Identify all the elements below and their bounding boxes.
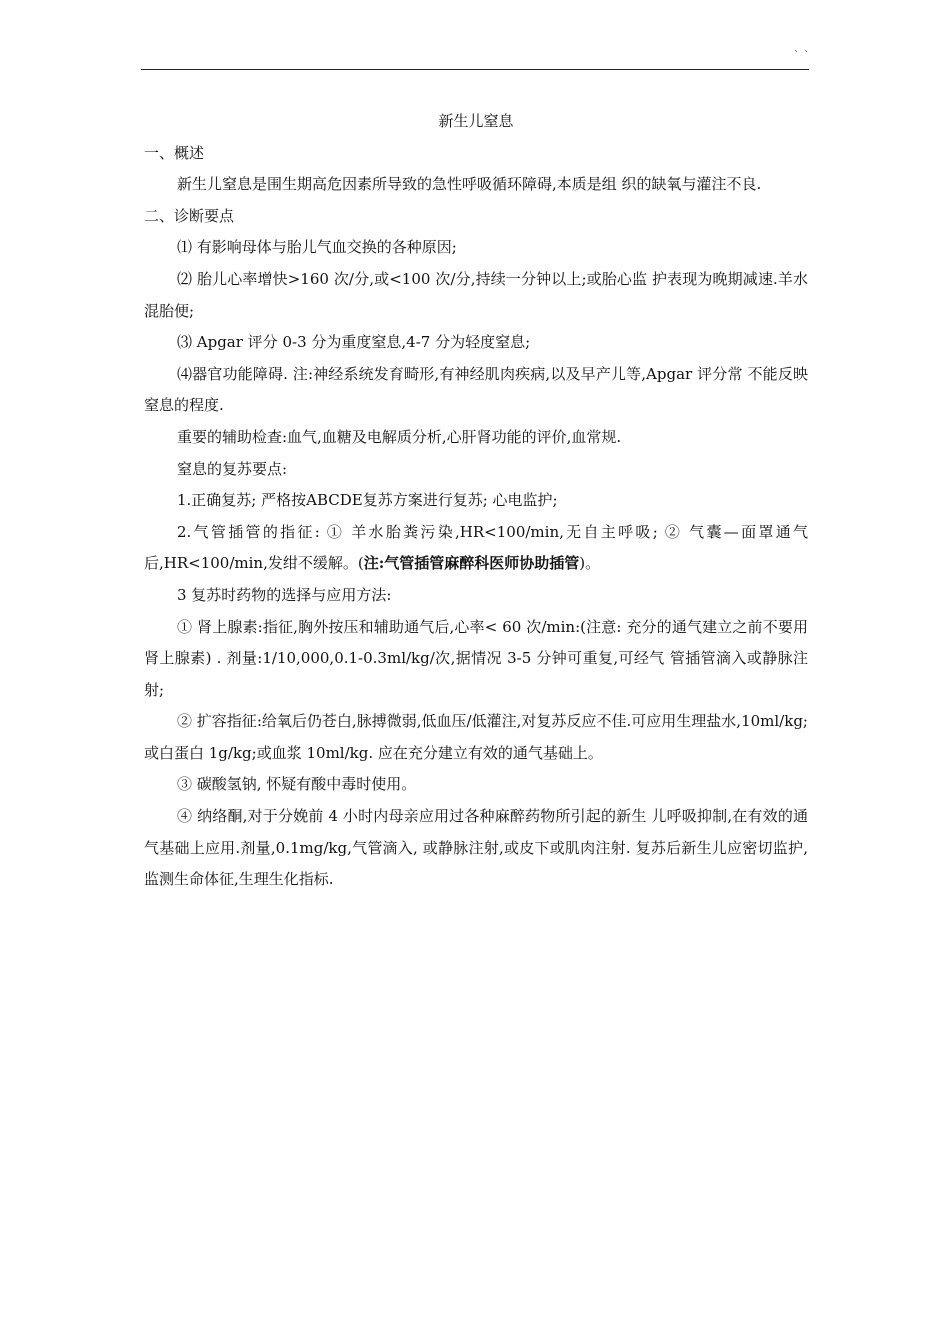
drug-epinephrine: ① 肾上腺素:指征,胸外按压和辅助通气后,心率< 60 次/min:(注意: 充分的通气建立之前不要用肾上腺素) . 剂量:1/10,000,0.1-0.3ml/kg/次,据情况 3-5 分钟可重复,可经气 管插管滴入或静脉注射; [144, 617, 808, 699]
header-mark: ` ` [794, 50, 811, 61]
header-divider [141, 69, 809, 70]
section-heading-overview: 一、概述 [144, 143, 205, 162]
resuscitation-item-2 [144, 517, 808, 580]
resuscitation-item-1: 1.正确复苏; 严格按ABCDE复苏方案进行复苏; 心电监护; [177, 491, 558, 510]
resuscitation-heading: 窒息的复苏要点: [177, 459, 288, 478]
intubation-indications: 2.气管插管的指征: ① 羊水胎粪污染,HR<100/min,无自主呼吸; ② 气囊—面罩通气后,HR<100/min,发绀不缓解。( [144, 522, 808, 573]
drug-naloxone: ④ 纳络酮,对于分娩前 4 小时内母亲应用过各种麻醉药物所引起的新生 儿呼吸抑制,在有效的通气基础上应用.剂量,0.1mg/kg,气管滴入, 或静脉注射,或皮下或肌肉注射. 复苏后新生儿应密切监护,监测生命体征,生理生化指标. [144, 807, 808, 889]
intubation-note-close: )。 [579, 554, 601, 573]
document-body [144, 106, 808, 896]
diagnosis-item-3: ⑶ Apgar 评分 0-3 分为重度窒息,4-7 分为轻度窒息; [177, 333, 531, 352]
auxiliary-exams: 重要的辅助检查:血气,血糖及电解质分析,心肝肾功能的评价,血常规. [177, 427, 622, 446]
diagnosis-item-1: ⑴ 有影响母体与胎儿气血交换的各种原因; [177, 238, 457, 257]
intubation-note: 注:气管插管麻醉科医师协助插管 [363, 554, 580, 573]
section-heading-diagnosis: 二、诊断要点 [144, 206, 235, 225]
overview-paragraph: 新生儿窒息是围生期高危因素所导致的急性呼吸循环障碍,本质是组 织的缺氧与灌注不良. [177, 175, 762, 194]
resuscitation-item-3: 3 复苏时药物的选择与应用方法: [177, 585, 392, 604]
diagnosis-item-4: ⑷器官功能障碍. 注:神经系统发育畸形,有神经肌肉疾病,以及早产儿等,Apgar 评分常 不能反映窒息的程度. [144, 364, 808, 415]
drug-volume-expansion: ② 扩容指征:给氧后仍苍白,脉搏微弱,低血压/低灌注,对复苏反应不佳.可应用生理盐水,10ml/kg;或白蛋白 1g/kg;或血浆 10ml/kg. 应在充分建立有效的通气基础上。 [144, 712, 808, 762]
document-title: 新生儿窒息 [438, 112, 514, 130]
drug-sodium-bicarbonate: ③ 碳酸氢钠, 怀疑有酸中毒时使用。 [177, 775, 417, 794]
diagnosis-item-2: ⑵ 胎儿心率增快>160 次/分,或<100 次/分,持续一分钟以上;或胎心监 护表现为晚期减速.羊水混胎便; [144, 269, 808, 320]
